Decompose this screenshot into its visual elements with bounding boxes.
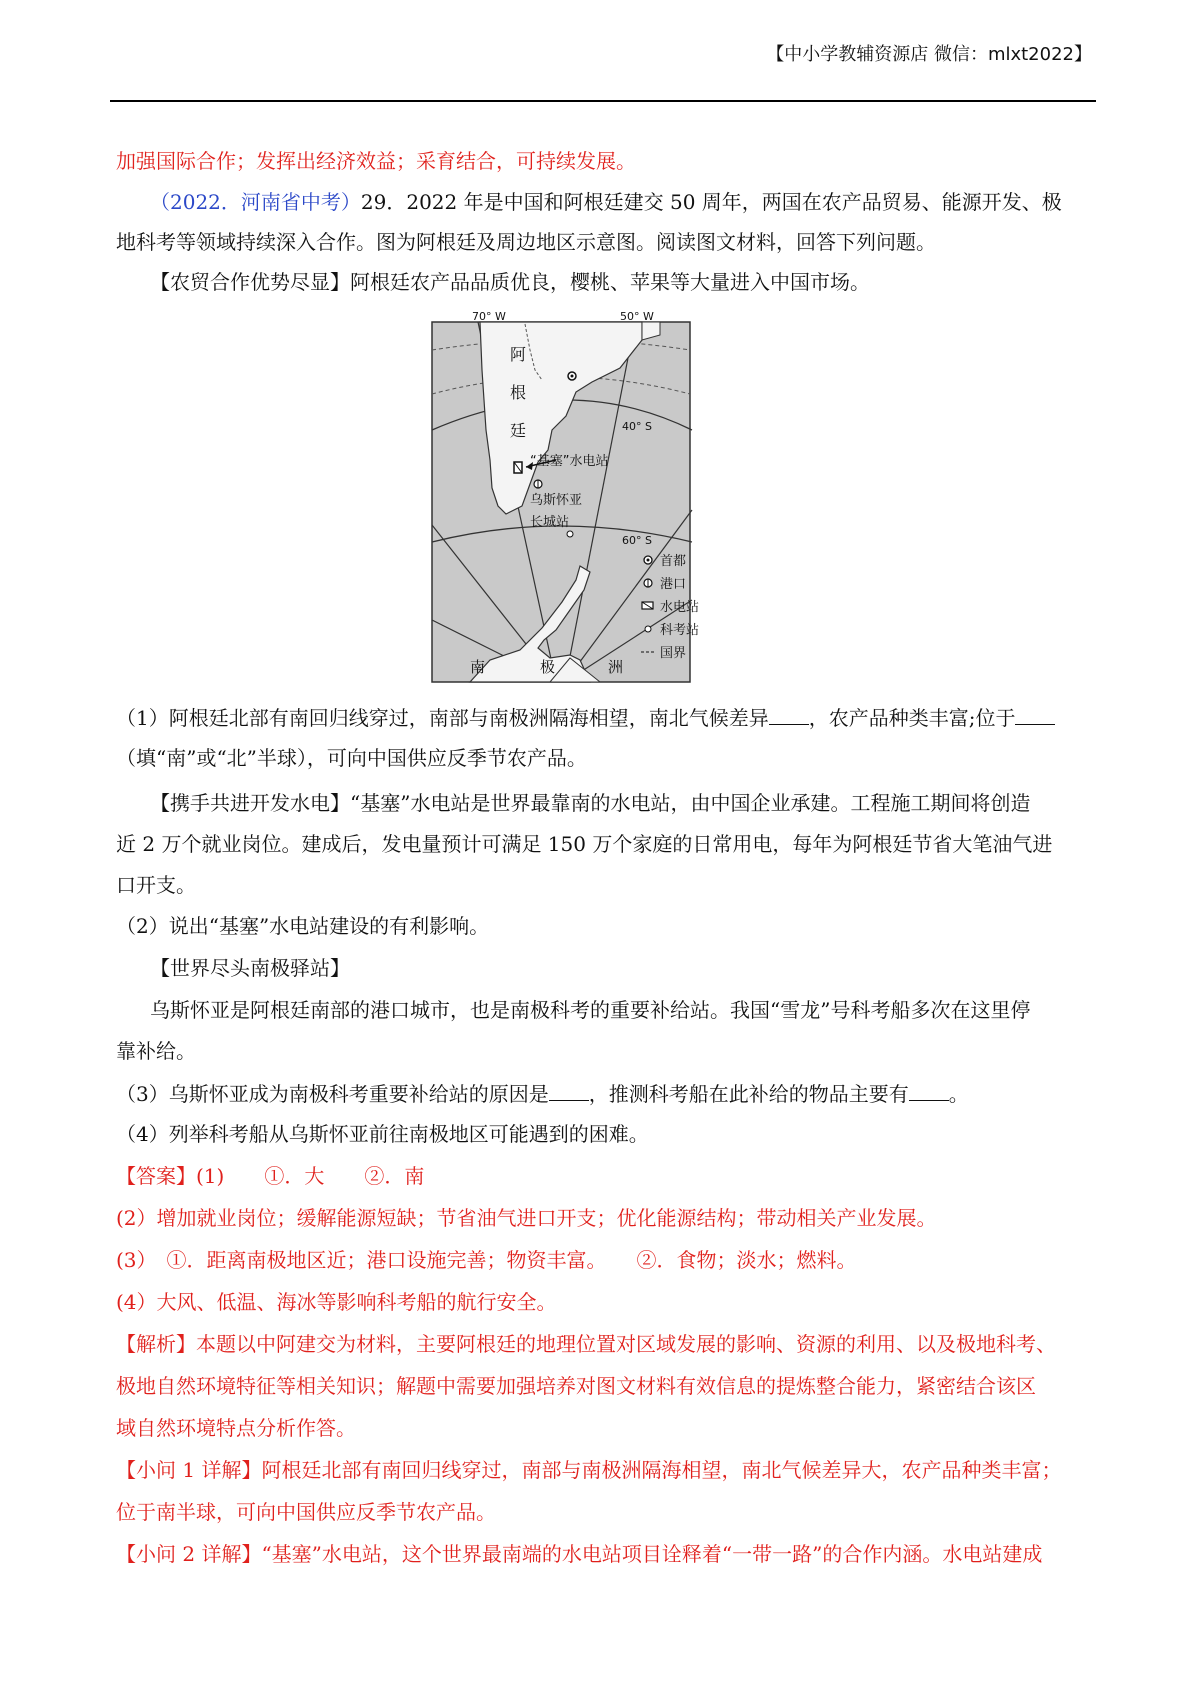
legend-port: 港口 (660, 577, 687, 592)
analysis-line-1: 【解析】本题以中阿建交为材料，主要阿根廷的地理位置对区域发展的影响、资源的利用、以及极地科考、 (116, 1332, 1056, 1356)
material-3-title: 【世界尽头南极驿站】 (150, 956, 350, 980)
lat-60s-label: 60° S (622, 534, 652, 547)
question-intro-line-2: 地科考等领域持续深入合作。图为阿根廷及周边地区示意图。阅读图文材料，回答下列问题。 (116, 230, 936, 254)
answer-3: (3） ①．距离南极地区近；港口设施完善；物资丰富。 ②．食物；淡水；燃料。 (116, 1248, 857, 1272)
question-1-text-b: ，农产品种类丰富;位于 (808, 706, 1016, 730)
map-antarctica-char-3: 洲 (608, 658, 624, 676)
hydropower-station-label: “基塞”水电站 (530, 454, 609, 469)
answer-4: (4）大风、低温、海冰等影响科考船的航行安全。 (116, 1290, 557, 1314)
detail-1-line-1: 【小问 1 详解】阿根廷北部有南回归线穿过，南部与南极洲隔海相望，南北气候差异大，农产品种类丰富； (116, 1458, 1062, 1482)
answer-tail-line: 加强国际合作；发挥出经济效益；采育结合，可持续发展。 (116, 149, 636, 173)
material-2-line-2: 近 2 万个就业岗位。建成后，发电量预计可满足 150 万个家庭的日常用电，每年为阿根廷节省大笔油气进 (116, 832, 1053, 856)
material-2-line-1: 【携手共进开发水电】“基塞”水电站是世界最靠南的水电站，由中国企业承建。工程施工期间将创造 (150, 791, 1031, 815)
analysis-line-3: 域自然环境特点分析作答。 (116, 1416, 356, 1440)
map-country-char-1: 阿 (510, 345, 527, 364)
detail-1-line-2: 位于南半球，可向中国供应反季节农产品。 (116, 1500, 496, 1524)
lon-70w-label: 70° W (472, 310, 506, 323)
question-intro-text: 29．2022 年是中国和阿根廷建交 50 周年，两国在农产品贸易、能源开发、极 (360, 190, 1062, 214)
map-antarctica-char-2: 极 (540, 658, 556, 676)
page-header (110, 40, 1096, 102)
detail-2-line-1: 【小问 2 详解】“基塞”水电站，这个世界最南端的水电站项目诠释着“一带一路”的合作内涵。水电站建成 (116, 1542, 1043, 1566)
map-country-char-2: 根 (510, 383, 527, 402)
legend-hydropower: 水电站 (660, 600, 700, 615)
answer-2: (2）增加就业岗位；缓解能源短缺；节省油气进口开支；优化能源结构；带动相关产业发展。 (116, 1206, 937, 1230)
lon-50w-label: 50° W (620, 310, 654, 323)
material-1: 【农贸合作优势尽显】阿根廷农产品品质优良，樱桃、苹果等大量进入中国市场。 (150, 270, 870, 294)
question-1-line-2: （填“南”或“北”半球），可向中国供应反季节农产品。 (116, 746, 587, 770)
question-3 (116, 1078, 1100, 1110)
answer-blank[interactable] (549, 1080, 589, 1101)
question-1-text-a: （1）阿根廷北部有南回归线穿过，南部与南极洲隔海相望，南北气候差异 (116, 706, 769, 730)
map-antarctica-char-1: 南 (470, 658, 486, 676)
legend-capital: 首都 (660, 554, 687, 569)
analysis-line-2: 极地自然环境特征等相关知识；解题中需要加强培养对图文材料有效信息的提炼整合能力，紧密结合该区 (116, 1374, 1036, 1398)
question-3-text-c: 。 (948, 1082, 969, 1106)
question-intro-line (150, 186, 1100, 218)
question-3-text-b: ，推测科考船在此补给的物品主要有 (588, 1082, 909, 1106)
material-3-line-1: 乌斯怀亚是阿根廷南部的港口城市，也是南极科考的重要补给站。我国“雪龙”号科考船多次在这里停 (150, 998, 1031, 1022)
material-2-line-3: 口开支。 (116, 873, 196, 897)
question-2: （2）说出“基塞”水电站建设的有利影响。 (116, 914, 490, 938)
question-3-text-a: （3）乌斯怀亚成为南极科考重要补给站的原因是 (116, 1082, 549, 1106)
question-1-line-1 (116, 702, 1100, 734)
material-3-line-2: 靠补给。 (116, 1039, 196, 1063)
legend-research-station: 科考站 (660, 623, 700, 638)
legend-border: 国界 (660, 646, 687, 661)
lat-40s-label: 40° S (622, 420, 652, 433)
answer-blank[interactable] (909, 1080, 949, 1101)
ushuaia-label: 乌斯怀亚 (530, 493, 583, 508)
answer-1: 【答案】(1) ①．大 ②．南 (116, 1164, 425, 1188)
source-tag: （2022．河南省中考） (150, 190, 361, 214)
map-country-char-3: 廷 (510, 421, 527, 440)
header-text: 【中小学教辅资源店 微信：mlxt2022】 (766, 44, 1092, 65)
answer-blank[interactable] (1015, 704, 1055, 725)
answer-blank[interactable] (769, 704, 809, 725)
question-4: （4）列举科考船从乌斯怀亚前往南极地区可能遇到的困难。 (116, 1122, 649, 1146)
argentina-map (430, 310, 720, 685)
great-wall-station-label: 长城站 (530, 515, 570, 530)
